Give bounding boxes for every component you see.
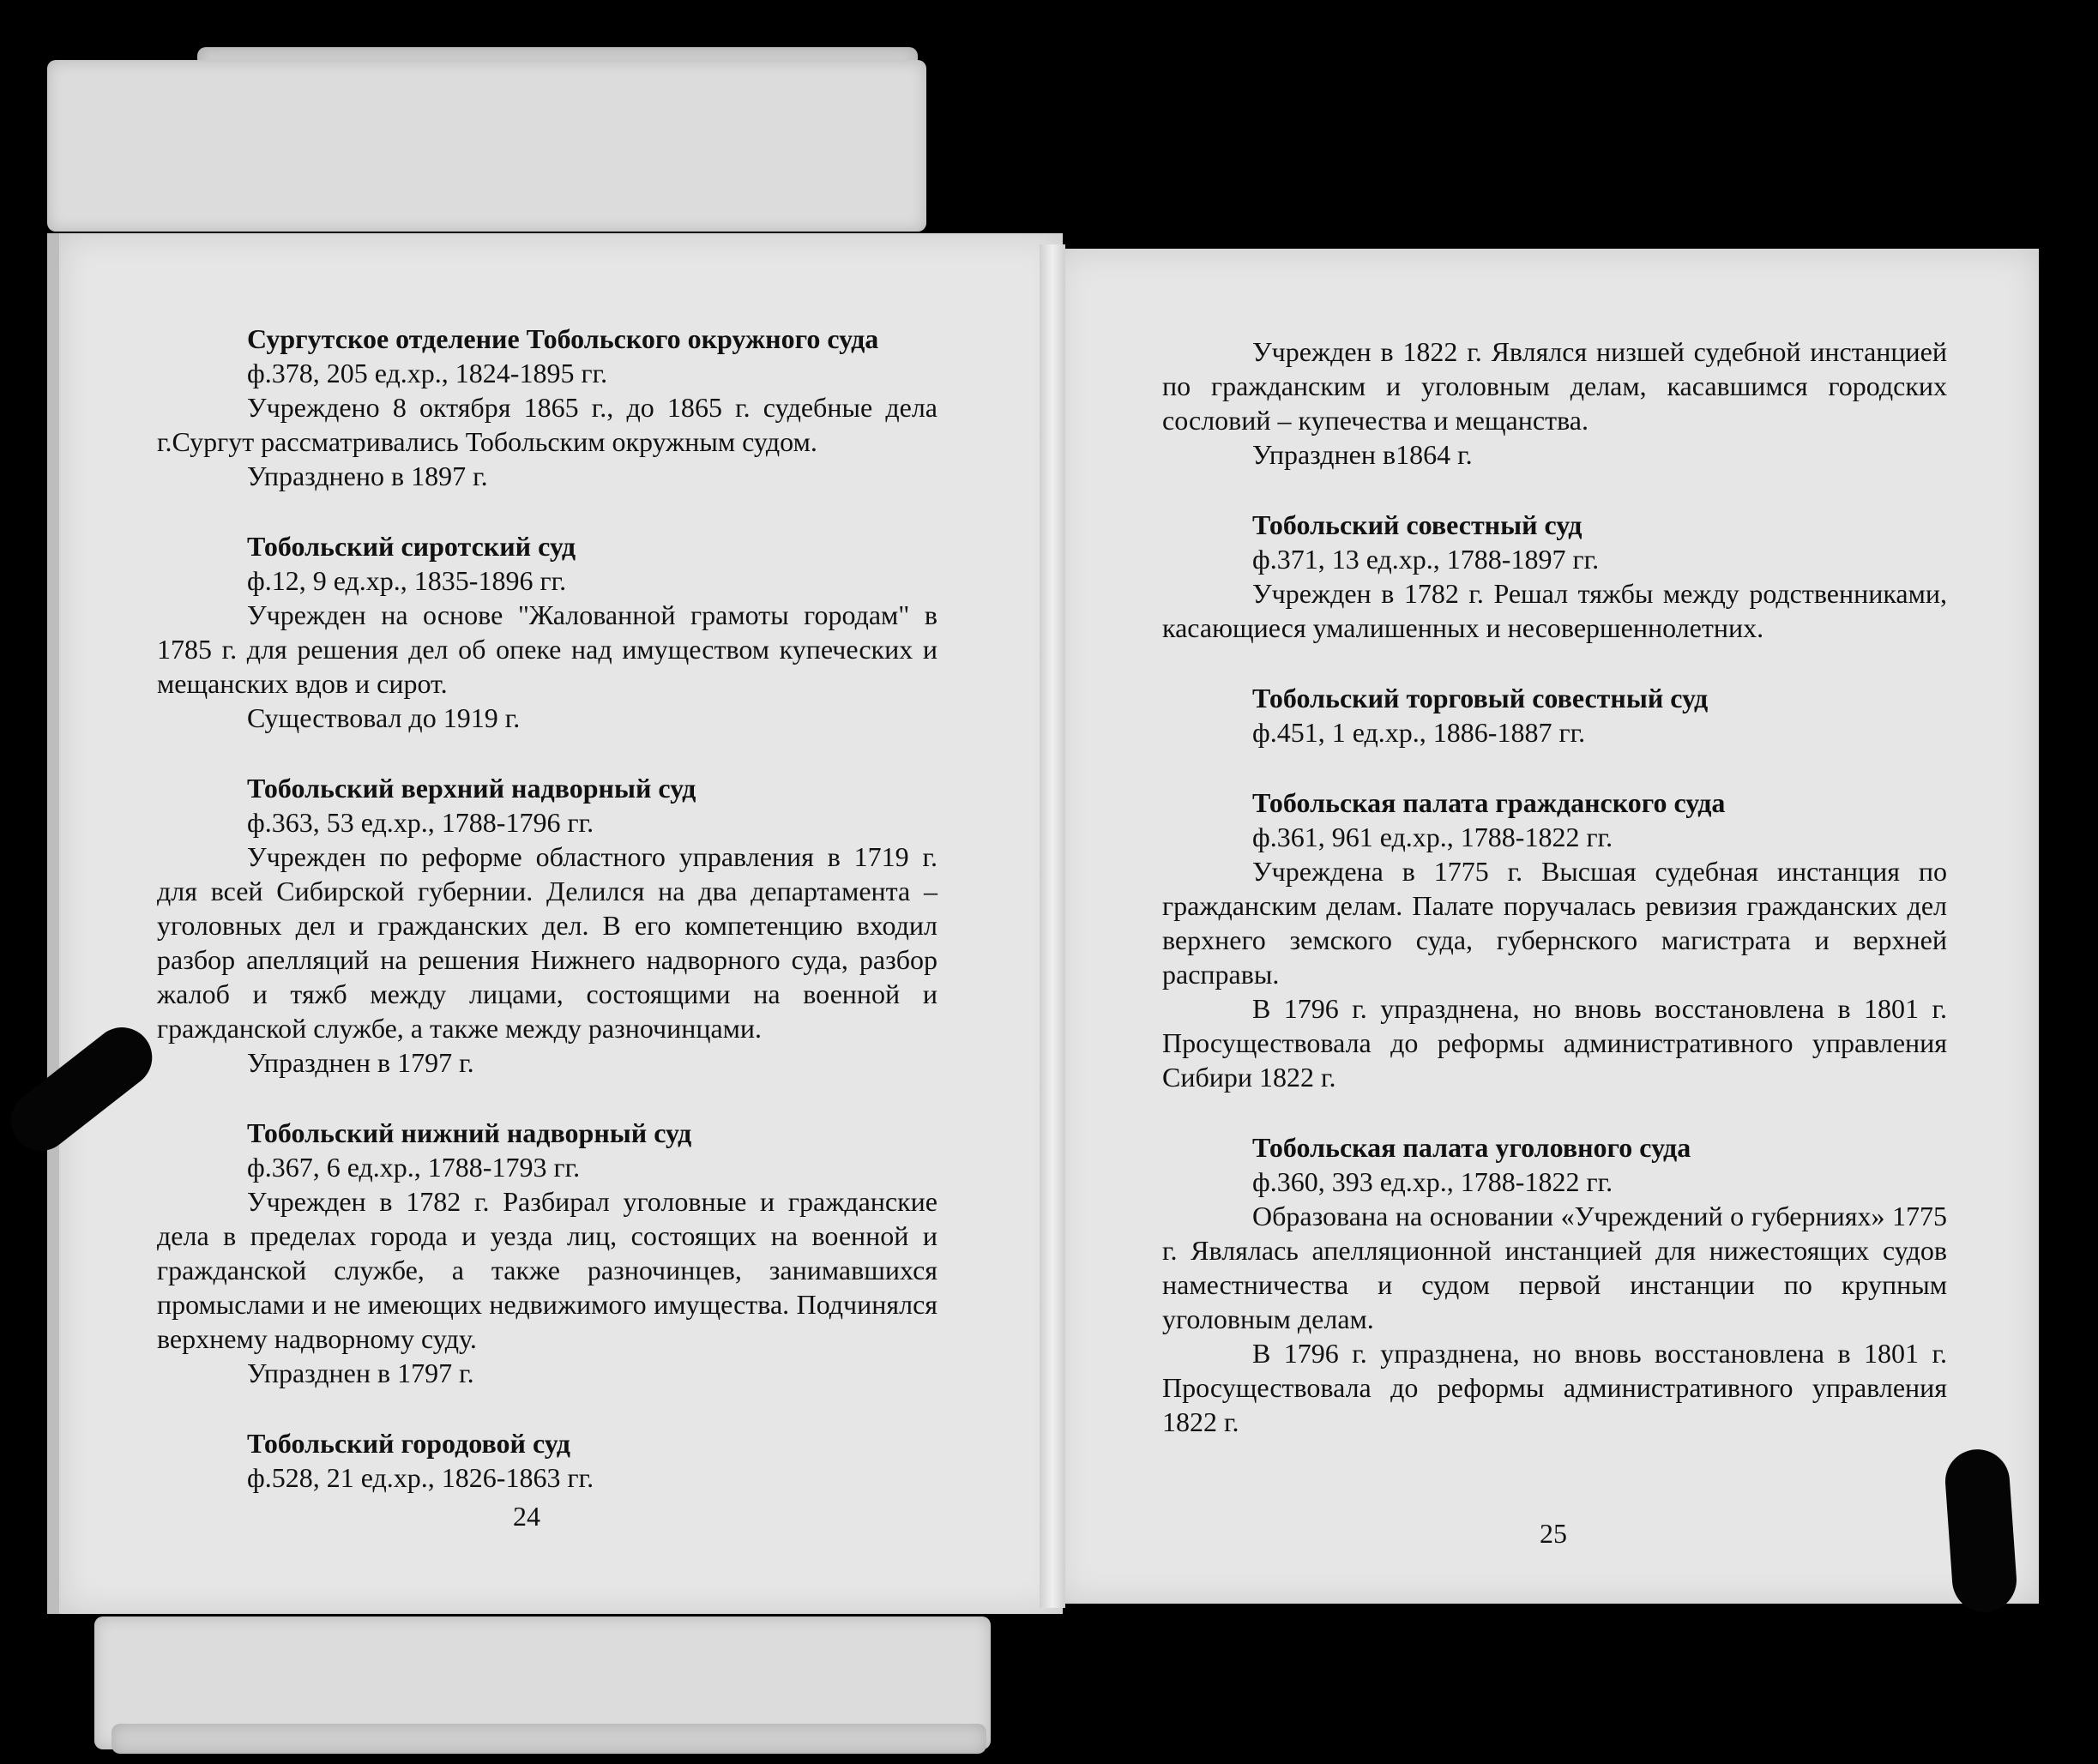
left-spacer (157, 1390, 937, 1426)
left-page-number: 24 (513, 1501, 540, 1532)
right-paragraph: Упразднен в1864 г. (1252, 439, 1473, 470)
left-fond-reference: ф.378, 205 ед.хр., 1824-1895 гг. (247, 358, 608, 388)
left-section-heading: Тобольский городовой суд (247, 1428, 570, 1459)
left-paragraph: Учрежден в 1782 г. Разбирал уголовные и гражданские дела в пределах города и уезда лиц, состоящих на военной и гражданской службе, а также разночинцев, занимавшихся промыслами и не имеющих недвижимого имущества. Подчинялся верхнему надворному суду. (157, 1186, 937, 1354)
left-paragraph: Упразднен в 1797 г. (247, 1358, 474, 1388)
right-section-heading: Тобольская палата уголовного суда (1252, 1132, 1691, 1163)
book-gutter (1040, 244, 1065, 1608)
left-page-text (157, 322, 937, 1495)
left-paragraph: Учрежден на основе "Жалованной грамоты городам" в 1785 г. для решения дел об опеке над имуществом купеческих и мещанских вдов и сирот. (157, 599, 937, 699)
right-paragraph: Учрежден в 1822 г. Являлся низшей судебной инстанцией по гражданским и уголовным делам, касавшимся городских сословий – купечества и мещанства. (1162, 336, 1947, 436)
right-fond-reference: ф.371, 13 ед.хр., 1788-1897 гг. (1252, 544, 1600, 575)
left-spacer (157, 1080, 937, 1116)
left-paragraph: Упразднено в 1897 г. (247, 461, 488, 491)
left-paragraph: Учреждено 8 октября 1865 г., до 1865 г. судебные дела г.Сургут рассматривались Тобольским окружным судом. (157, 392, 937, 457)
left-paragraph: Упразднен в 1797 г. (247, 1047, 474, 1078)
right-fond-reference: ф.360, 393 ед.хр., 1788-1822 гг. (1252, 1166, 1613, 1197)
left-paragraph: Существовал до 1919 г. (247, 702, 521, 733)
right-spacer (1162, 1094, 1947, 1130)
left-section-heading: Тобольский сиротский суд (247, 531, 576, 562)
right-section-heading: Тобольский торговый совестный суд (1252, 683, 1709, 713)
left-fond-reference: ф.363, 53 ед.хр., 1788-1796 гг. (247, 807, 594, 838)
left-section-heading: Тобольский верхний надворный суд (247, 773, 696, 804)
foam-packing-bottom-edge (112, 1724, 986, 1754)
right-paragraph: В 1796 г. упразднена, но вновь восстановлена в 1801 г. Просуществовала до реформы административного управления Сибири 1822 г. (1162, 993, 1947, 1093)
right-fond-reference: ф.361, 961 ед.хр., 1788-1822 гг. (1252, 822, 1613, 852)
right-spacer (1162, 472, 1947, 508)
right-section-heading: Тобольский совестный суд (1252, 509, 1583, 540)
left-fond-reference: ф.367, 6 ед.хр., 1788-1793 гг. (247, 1152, 581, 1183)
left-spacer (157, 493, 937, 529)
foam-packing-top (47, 60, 926, 232)
left-paragraph: Учрежден по реформе областного управления в 1719 г. для всей Сибирской губернии. Делился на два департамента – уголовных дел и гражданских дел. В его компетенцию входил разбор апелляций на решения Нижнего надворного суда, разбор жалоб и тяжб между лицами, состоящими на военной и гражданской службе, а также между разночинцами. (157, 841, 937, 1044)
right-section-heading: Тобольская палата гражданского суда (1252, 787, 1726, 818)
left-fond-reference: ф.528, 21 ед.хр., 1826-1863 гг. (247, 1462, 594, 1493)
right-paragraph: Образована на основании «Учреждений о губерниях» 1775 г. Являлась апелляционной инстанцией для нижестоящих судов наместничества и судом первой инстанции по крупным уголовным делам. (1162, 1201, 1947, 1334)
right-spacer (1162, 645, 1947, 681)
right-paragraph: Учреждена в 1775 г. Высшая судебная инстанция по гражданским делам. Палате поручалась ревизия гражданских дел верхнего земского суда, губернского магистрата и верхней расправы. (1162, 856, 1947, 990)
left-fond-reference: ф.12, 9 ед.хр., 1835-1896 гг. (247, 565, 567, 596)
right-page-number: 25 (1540, 1518, 1567, 1549)
right-spacer (1162, 750, 1947, 786)
left-spacer (157, 735, 937, 771)
right-fond-reference: ф.451, 1 ед.хр., 1886-1887 гг. (1252, 717, 1586, 748)
right-page-text (1162, 334, 1947, 1439)
left-section-heading: Сургутское отделение Тобольского окружного суда (247, 323, 879, 354)
left-section-heading: Тобольский нижний надворный суд (247, 1117, 692, 1148)
right-finger-shadow (1943, 1448, 2018, 1615)
right-paragraph: В 1796 г. упразднена, но вновь восстановлена в 1801 г. Просуществовала до реформы административного управления 1822 г. (1162, 1338, 1947, 1437)
right-paragraph: Учрежден в 1782 г. Решал тяжбы между родственниками, касающиеся умалишенных и несовершеннолетних. (1162, 578, 1947, 643)
